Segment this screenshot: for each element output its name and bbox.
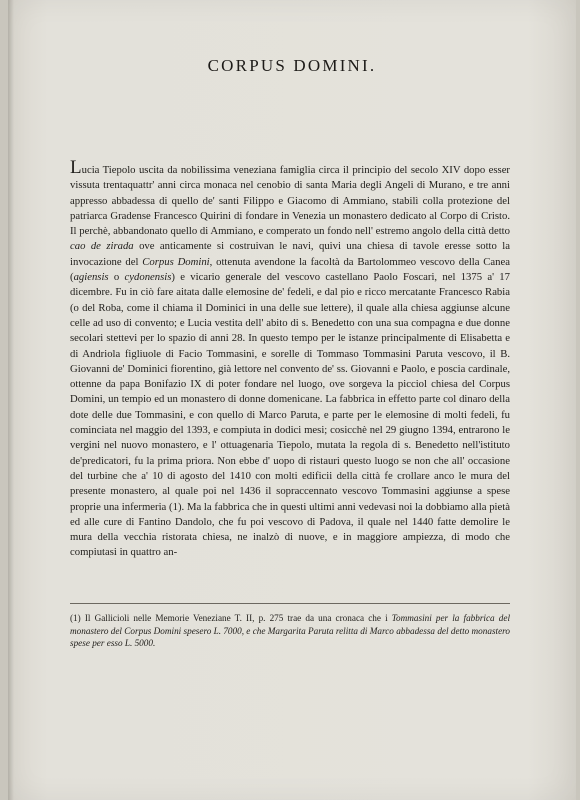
footnote-run-italic: Tommasini per la fabbrica del monastero del Corpus Domini spesero L. 7000, e che Margarita Paruta relitta di Marco abbadessa del detto monastero spese per esso L. 5000. bbox=[70, 613, 510, 648]
paragraph-text bbox=[70, 157, 510, 561]
text-run-italic: agiensis bbox=[73, 271, 109, 284]
text-run-italic: cydonensis bbox=[124, 271, 172, 284]
text-run-italic: Corpus Domini bbox=[142, 255, 210, 268]
footnote bbox=[70, 612, 510, 650]
page-title: CORPUS DOMINI. bbox=[207, 56, 377, 75]
text-run: , ottenuta avendone la facoltà da Bartolommeo vescovo della Canea ( bbox=[70, 255, 510, 284]
text-run: ucia Tiepolo uscita da nobilissima veneziana famiglia circa il principio del secolo XIV dopo esser vissuta trentaquattr' anni circa monaca nel cenobio di santa Maria degli Angeli di Murano, e tre anni appresso abbadessa di quello de' santi Filippo e Giacomo di Ammiano, stabilì colla protezione del patriarca Gradense Francesco Quirini di fondare in Venezia un monastero dedicato al Corpo di Cristo. Il perchè, abbandonato quello di Ammiano, e comperato un fondo nell' estremo angolo della città detto bbox=[70, 164, 510, 238]
text-run-italic: cao de zirada bbox=[70, 240, 134, 253]
drop-capital: L bbox=[70, 157, 82, 178]
text-run: o bbox=[108, 271, 125, 284]
book-page bbox=[8, 0, 576, 800]
footnote-divider bbox=[70, 603, 510, 604]
main-paragraph bbox=[70, 157, 510, 561]
text-run: ) e vicario generale del vescovo castellano Paolo Foscari, nel 1375 a' 17 dicembre. Fu in ciò fare aitata dalle elemosine de' fedeli, e dal pio e ricco mercatante Francesco Rabia (o del Roba, come il chiama il Dominici in una delle sue lettere), il quale alla chiesa aggiunse alcune celle ad uso di convento; e Lucia vestita dell' abito di s. Benedetto con una sua compagna e due donne secolari stettevi per lo spazio di anni 28. In questo tempo per le istanze principalmente di Elisabetta e di Andriola figliuole di Facio Tommasini, e sorelle di Tommaso Tommasini Paruta vescovo, il B. Giovanni de' Dominici fiorentino, già lettore nel convento de' ss. Giovanni e Paolo, e poscia cardinale, ottenne da papa Bonifazio IX di poter fondare nel luogo, ove sorgeva la picciol chiesa del Corpus Domini, un tempio ed un monastero di donne domenicane. La fabbrica in effetto parte col dinaro della dote delle due Tommasini, e con quello di Marco Paruta, e parte per le elemosine di molti fedeli, fu cominciata nel maggio del 1393, e compiuta in dodici mesi; cosicchè nel 29 giugno 1394, entrarono le vergini nel nuovo monastero, e l' ottuagenaria Tiepolo, mutata la regola di s. Benedetto nell'istituto de'predicatori, fu la prima priora. Non ebbe d' uopo di ristauri questo luogo se non che all' occasione del turbine che a' 10 di agosto del 1410 con molti edificii della città fe crollare anco le mura del presente monastero, al quale poi nel 1436 il sopraccennato vescovo Tommasini aggiunse a spese proprie una infermeria (1). Ma la fabbrica che in questi ultimi anni vedevasi noi la dobbiamo alla pietà ed alle cure di Fantino Dandolo, che fu poi vescovo di Padova, il quale nel 1440 fatte demolire le mura della vecchia ristorata chiesa, ne inalzò di nuove, e in maggiore ampiezza, di modo che compiutasi in quattro an- bbox=[70, 271, 510, 559]
footnote-run: (1) Il Gallicioli nelle Memorie Veneziane T. II, p. 275 trae da una cronaca che i bbox=[70, 613, 392, 623]
text-run: ove anticamente si costruivan le navi, quivi una chiesa di tavole eresse sotto la invocazione del bbox=[70, 240, 510, 268]
